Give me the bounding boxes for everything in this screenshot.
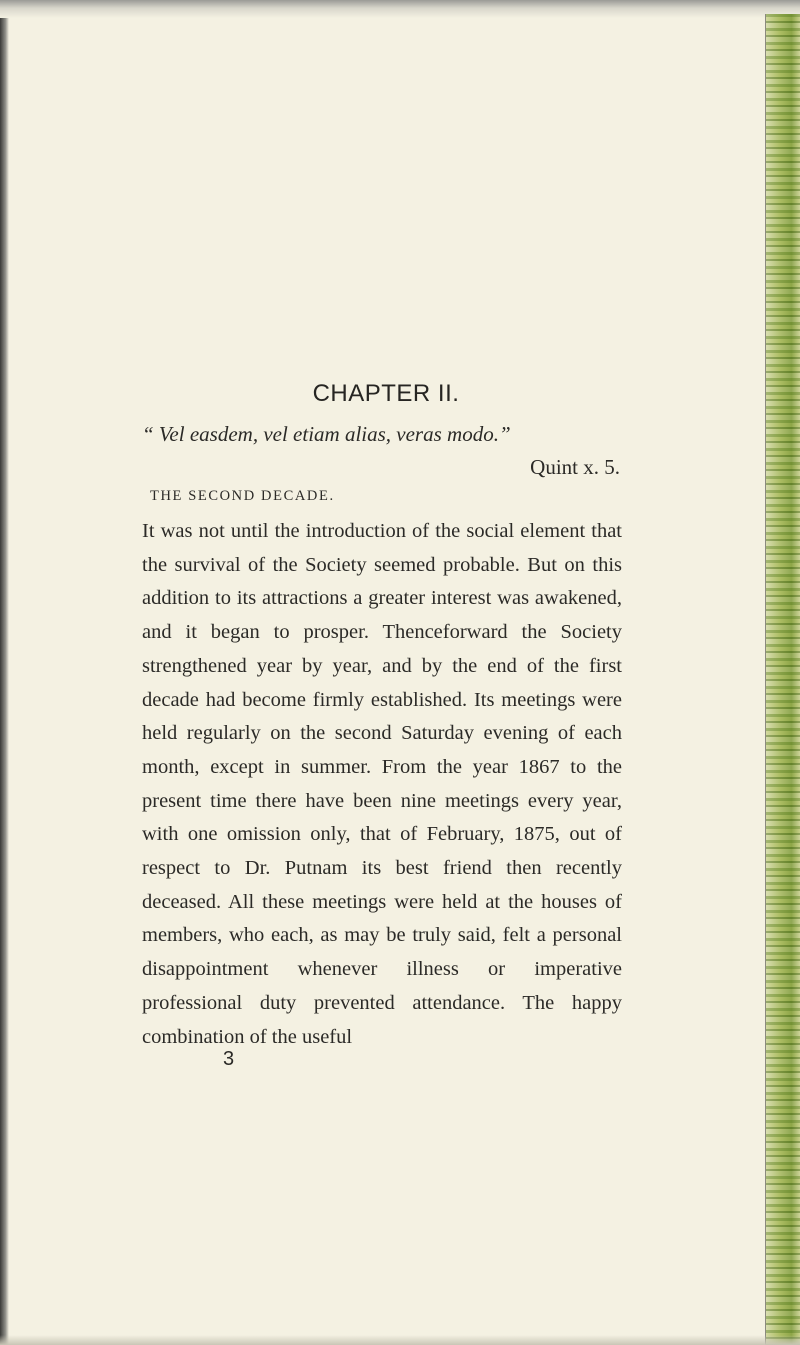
page-top-shadow xyxy=(0,0,800,18)
body-paragraph: It was not until the introduction of the social element that the survival of the Society seemed probable. But on this addition to its attractions a greater interest was awakened, and it began to prosper. Thenceforward the Society strengthened year by year, and by the end of the first decade had become firmly established. Its meetings were held regularly on the second Saturday evening of each month, except in summer. From the year 1867 to the present time there have been nine meetings every year, with one omission only, that of February, 1875, out of respect to Dr. Putnam its best friend then recently deceased. All these meetings were held at the houses of members, who each, as may be truly said, felt a personal disappointment whenever illness or imperative professional duty prevented attendance. The happy combination of the useful xyxy=(142,520,622,1048)
page-number: 3 xyxy=(223,1048,235,1071)
section-heading: THE SECOND DECADE. xyxy=(150,488,335,504)
chapter-title: CHAPTER II. xyxy=(312,380,460,407)
page-binding-edge xyxy=(0,18,9,1345)
epigraph-attribution: Quint x. 5. xyxy=(530,455,620,479)
page-fore-edge xyxy=(766,14,800,1345)
page-content xyxy=(142,380,622,1071)
epigraph: “ Vel easdem, vel etiam alias, veras modo.” xyxy=(142,422,511,446)
page-bottom-edge xyxy=(0,1335,800,1345)
